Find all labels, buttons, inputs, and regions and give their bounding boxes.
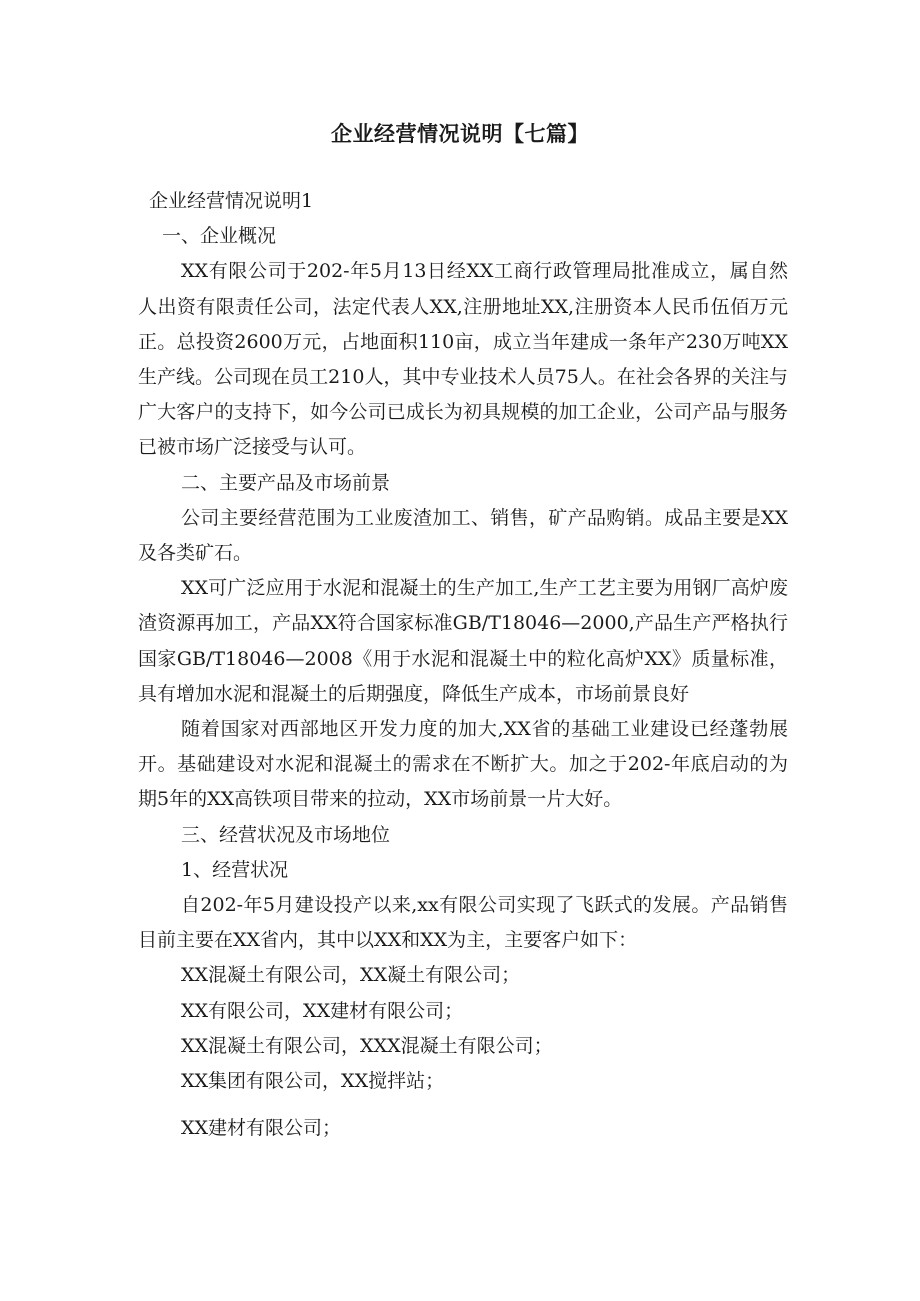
section-heading: 一、企业概况 xyxy=(162,225,277,248)
list-item: XX混凝土有限公司，XXX混凝土有限公司； xyxy=(181,1034,553,1057)
list-item: XX有限公司，XX建材有限公司； xyxy=(181,999,464,1022)
document-body xyxy=(138,184,788,1146)
section-heading: 二、主要产品及市场前景 xyxy=(181,471,391,494)
paragraph: 公司主要经营范围为工业废渣加工、销售，矿产品购销。成品主要是XX及各类矿石。 xyxy=(138,506,788,565)
list-item: XX混凝土有限公司，XX凝土有限公司； xyxy=(181,964,521,987)
document-title: 企业经营情况说明【七篇】 xyxy=(331,122,589,146)
paragraph: 自202-年5月建设投产以来,xx有限公司实现了飞跃式的发展。产品销售目前主要在XX省内，其中以XX和XX为主，主要客户如下： xyxy=(138,894,788,952)
paragraph: 随着国家对西部地区开发力度的加大,XX省的基础工业建设已经蓬勃展开。基础建设对水泥和混凝土的需求在不断扩大。加之于202-年底启动的为期5年的XX高铁项目带来的拉动，XX市场前景一片大好。 xyxy=(138,718,788,811)
list-item: XX集团有限公司，XX搅拌站； xyxy=(181,1070,445,1093)
section-heading: 三、经营状况及市场地位 xyxy=(181,823,391,846)
subsection-heading: 1、经营状况 xyxy=(181,858,289,881)
paragraph: XX可广泛应用于水泥和混凝土的生产加工,生产工艺主要为用钢厂高炉废渣资源再加工，产品XX符合国家标准GB/T18046—2000,产品生产严格执行国家GB/T18046—2008《用于水泥和混凝土中的粒化高炉XX》质量标准，具有增加水泥和混凝土的后期强度，降低生产成本，市场前景良好 xyxy=(138,577,788,705)
list-item: XX建材有限公司； xyxy=(181,1117,342,1140)
paragraph: XX有限公司于202-年5月13日经XX工商行政管理局批准成立，属自然人出资有限责任公司，法定代表人XX,注册地址XX,注册资本人民币伍佰万元正。总投资2600万元，占地面积110亩，成立当年建成一条年产230万吨XX生产线。公司现在员工210人，其中专业技术人员75人。在社会各界的关注与广大客户的支持下，如今公司已成长为初具规模的加工企业，公司产品与服务已被市场广泛接受与认可。 xyxy=(138,260,788,459)
section-heading: 企业经营情况说明1 xyxy=(149,190,314,212)
